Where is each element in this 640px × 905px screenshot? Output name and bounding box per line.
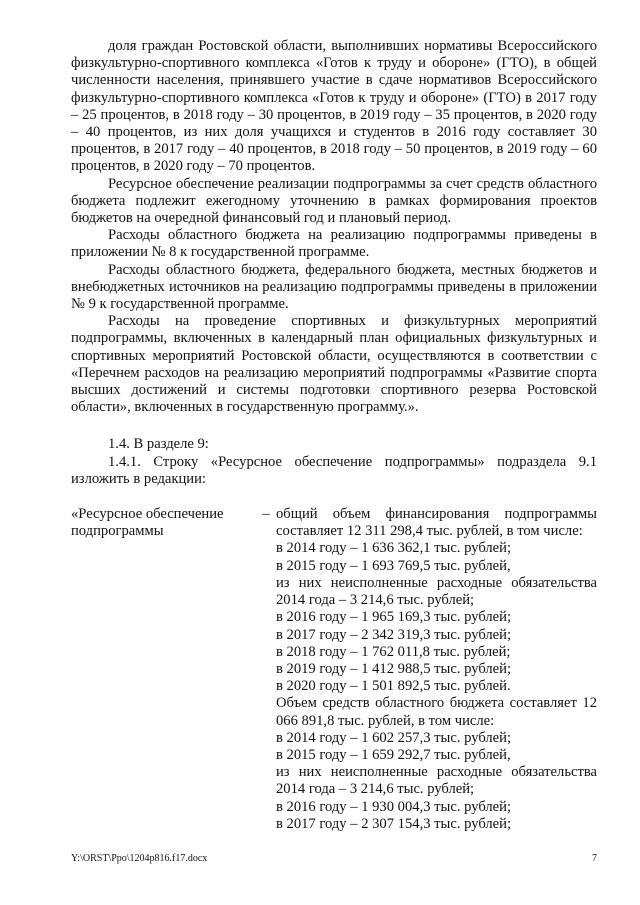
- resource-line: в 2017 году – 2 307 154,3 тыс. рублей;: [276, 815, 512, 832]
- page-footer: [71, 853, 597, 864]
- paragraph-appendix-9: Расходы областного бюджета, федерального бюджета, местных бюджетов и внебюджетных источников на реализацию подпрограммы приведены в приложении № 9 к государственной программе.: [71, 261, 597, 313]
- resource-row: [71, 506, 597, 833]
- file-path: Y:\ORST\Ppo\1204p816.f17.docx: [71, 853, 208, 864]
- resource-line: в 2016 году – 1 965 169,3 тыс. рублей;: [276, 609, 512, 626]
- resource-line: из них неисполненные расходные обязательства 2014 года – 3 214,6 тыс. рублей;: [276, 764, 597, 798]
- resource-line: в 2015 году – 1 693 769,5 тыс. рублей,: [276, 557, 511, 574]
- resource-line: в 2016 году – 1 930 004,3 тыс. рублей;: [276, 798, 512, 815]
- resource-values: [276, 506, 597, 833]
- paragraph-events-expenses: Расходы на проведение спортивных и физкультурных мероприятий подпрограммы, включенных в календарный план официальных физкультурных и спортивных мероприятий Ростовской области, осуществляются в соответствии с «Перечнем расходов на реализацию мероприятий подпрограммы «Развитие спорта высших достижений и системы подготовки спортивного резерва Ростовской области», включенных в государственную программу.».: [71, 313, 597, 416]
- page-number: 7: [592, 853, 597, 864]
- paragraph-appendix-8: Расходы областного бюджета на реализацию подпрограммы приведены в приложении № 8 к государственной программе.: [71, 227, 597, 261]
- resource-line: в 2015 году – 1 659 292,7 тыс. рублей,: [276, 746, 511, 763]
- resource-line: в 2018 году – 1 762 011,8 тыс. рублей;: [276, 643, 511, 660]
- resource-line: Объем средств областного бюджета составляет 12 066 891,8 тыс. рублей, в том числе:: [276, 695, 597, 729]
- resource-line: в 2014 году – 1 602 257,3 тыс. рублей;: [276, 729, 512, 746]
- resource-line: в 2019 году – 1 412 988,5 тыс. рублей;: [276, 660, 512, 677]
- resource-line: в 2014 году – 1 636 362,1 тыс. рублей;: [276, 540, 512, 557]
- resource-line: общий объем финансирования подпрограммы составляет 12 311 298,4 тыс. рублей, в том числе:: [276, 506, 597, 540]
- resource-label: «Ресурсное обеспечение подпрограммы: [71, 506, 224, 540]
- resource-line: в 2017 году – 2 342 319,3 тыс. рублей;: [276, 626, 512, 643]
- resource-line: в 2020 году – 1 501 892,5 тыс. рублей.: [276, 678, 511, 695]
- section-heading: 1.4. В разделе 9:: [108, 436, 209, 453]
- resource-dash: –: [262, 506, 270, 523]
- resource-line: из них неисполненные расходные обязательства 2014 года – 3 214,6 тыс. рублей;: [276, 574, 597, 609]
- document-page: [71, 38, 597, 833]
- paragraph-resource-provision: Ресурсное обеспечение реализации подпрограммы за счет средств областного бюджета подлежит ежегодному уточнению в рамках формирования проектов бюджетов на очередной финансовый год и плановый период.: [71, 175, 597, 227]
- paragraph-gto-share: доля граждан Ростовской области, выполнивших нормативы Всероссийского физкультурно-спортивного комплекса «Готов к труду и обороне» (ГТО), в общей численности населения, принявшего участие в сдаче нормативов Всероссийского физкультурно-спортивного комплекса «Готов к труду и обороне» (ГТО) в 2017 году – 25 процентов, в 2018 году – 30 процентов, в 2019 году – 35 процентов, в 2020 году – 40 процентов, из них доля учащихся и студентов в 2016 году составляет 30 процентов, в 2017 году – 40 процентов, в 2018 году – 50 процентов, в 2019 году – 60 процентов, в 2020 году – 70 процентов.: [71, 38, 597, 175]
- section-item: 1.4.1. Строку «Ресурсное обеспечение подпрограммы» подраздела 9.1 изложить в редакции:: [71, 453, 597, 487]
